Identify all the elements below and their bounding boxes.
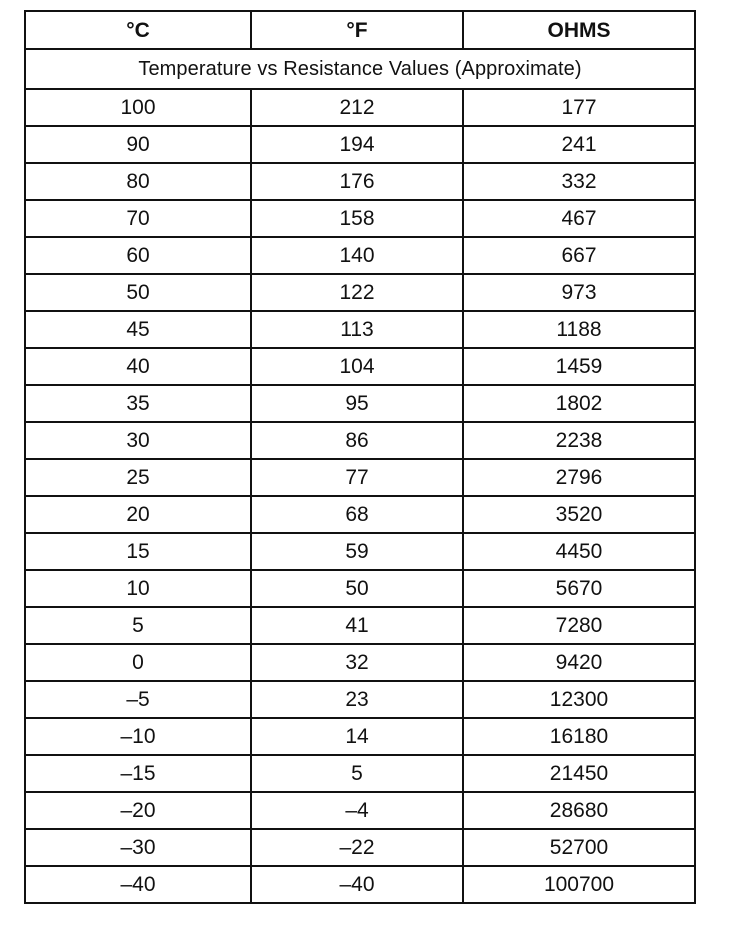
fahrenheit-cell: –40 [251, 866, 463, 903]
ohms-cell: 2796 [463, 459, 695, 496]
temperature-resistance-table-sheet [24, 10, 694, 904]
ohms-cell: 177 [463, 89, 695, 126]
celsius-cell: –5 [25, 681, 251, 718]
fahrenheit-cell: 41 [251, 607, 463, 644]
fahrenheit-cell: 23 [251, 681, 463, 718]
table-row [25, 237, 695, 274]
table-row [25, 755, 695, 792]
fahrenheit-cell: 212 [251, 89, 463, 126]
fahrenheit-cell: 32 [251, 644, 463, 681]
fahrenheit-cell: 176 [251, 163, 463, 200]
ohms-cell: 16180 [463, 718, 695, 755]
ohms-cell: 1188 [463, 311, 695, 348]
fahrenheit-cell: 194 [251, 126, 463, 163]
celsius-cell: 100 [25, 89, 251, 126]
ohms-cell: 973 [463, 274, 695, 311]
fahrenheit-cell: 14 [251, 718, 463, 755]
celsius-cell: 50 [25, 274, 251, 311]
table-header-row [25, 11, 695, 49]
fahrenheit-cell: 77 [251, 459, 463, 496]
fahrenheit-cell: 95 [251, 385, 463, 422]
celsius-cell: –20 [25, 792, 251, 829]
ohms-cell: 2238 [463, 422, 695, 459]
celsius-cell: 0 [25, 644, 251, 681]
celsius-cell: –40 [25, 866, 251, 903]
fahrenheit-cell: 122 [251, 274, 463, 311]
table-row [25, 163, 695, 200]
celsius-cell: 90 [25, 126, 251, 163]
ohms-cell: 1459 [463, 348, 695, 385]
ohms-cell: 332 [463, 163, 695, 200]
table-row [25, 866, 695, 903]
celsius-cell: 60 [25, 237, 251, 274]
table-row [25, 718, 695, 755]
fahrenheit-cell: 5 [251, 755, 463, 792]
table-row [25, 533, 695, 570]
temperature-resistance-table [24, 10, 696, 904]
ohms-cell: 12300 [463, 681, 695, 718]
fahrenheit-cell: 86 [251, 422, 463, 459]
table-row [25, 126, 695, 163]
table-row [25, 681, 695, 718]
table-row [25, 792, 695, 829]
ohms-cell: 7280 [463, 607, 695, 644]
table-row [25, 274, 695, 311]
table-row [25, 200, 695, 237]
celsius-cell: 40 [25, 348, 251, 385]
table-row [25, 89, 695, 126]
fahrenheit-cell: 140 [251, 237, 463, 274]
table-caption-row [25, 49, 695, 89]
header-celsius: °C [25, 11, 251, 49]
table-row [25, 570, 695, 607]
ohms-cell: 4450 [463, 533, 695, 570]
header-ohms: OHMS [463, 11, 695, 49]
ohms-cell: 1802 [463, 385, 695, 422]
celsius-cell: 45 [25, 311, 251, 348]
ohms-cell: 100700 [463, 866, 695, 903]
celsius-cell: 80 [25, 163, 251, 200]
celsius-cell: 5 [25, 607, 251, 644]
celsius-cell: –10 [25, 718, 251, 755]
header-fahrenheit: °F [251, 11, 463, 49]
celsius-cell: 25 [25, 459, 251, 496]
fahrenheit-cell: 68 [251, 496, 463, 533]
table-row [25, 459, 695, 496]
ohms-cell: 9420 [463, 644, 695, 681]
ohms-cell: 3520 [463, 496, 695, 533]
fahrenheit-cell: 50 [251, 570, 463, 607]
table-body [25, 49, 695, 903]
celsius-cell: 70 [25, 200, 251, 237]
fahrenheit-cell: 158 [251, 200, 463, 237]
celsius-cell: –15 [25, 755, 251, 792]
celsius-cell: 20 [25, 496, 251, 533]
table-row [25, 496, 695, 533]
ohms-cell: 467 [463, 200, 695, 237]
table-caption: Temperature vs Resistance Values (Approximate) [25, 49, 695, 89]
table-row [25, 644, 695, 681]
table-row [25, 348, 695, 385]
celsius-cell: 35 [25, 385, 251, 422]
fahrenheit-cell: –4 [251, 792, 463, 829]
celsius-cell: 30 [25, 422, 251, 459]
fahrenheit-cell: 104 [251, 348, 463, 385]
fahrenheit-cell: 113 [251, 311, 463, 348]
table-row [25, 829, 695, 866]
fahrenheit-cell: –22 [251, 829, 463, 866]
celsius-cell: 10 [25, 570, 251, 607]
ohms-cell: 5670 [463, 570, 695, 607]
ohms-cell: 21450 [463, 755, 695, 792]
ohms-cell: 241 [463, 126, 695, 163]
ohms-cell: 52700 [463, 829, 695, 866]
table-row [25, 607, 695, 644]
ohms-cell: 667 [463, 237, 695, 274]
celsius-cell: –30 [25, 829, 251, 866]
fahrenheit-cell: 59 [251, 533, 463, 570]
ohms-cell: 28680 [463, 792, 695, 829]
table-row [25, 422, 695, 459]
table-row [25, 385, 695, 422]
celsius-cell: 15 [25, 533, 251, 570]
table-row [25, 311, 695, 348]
